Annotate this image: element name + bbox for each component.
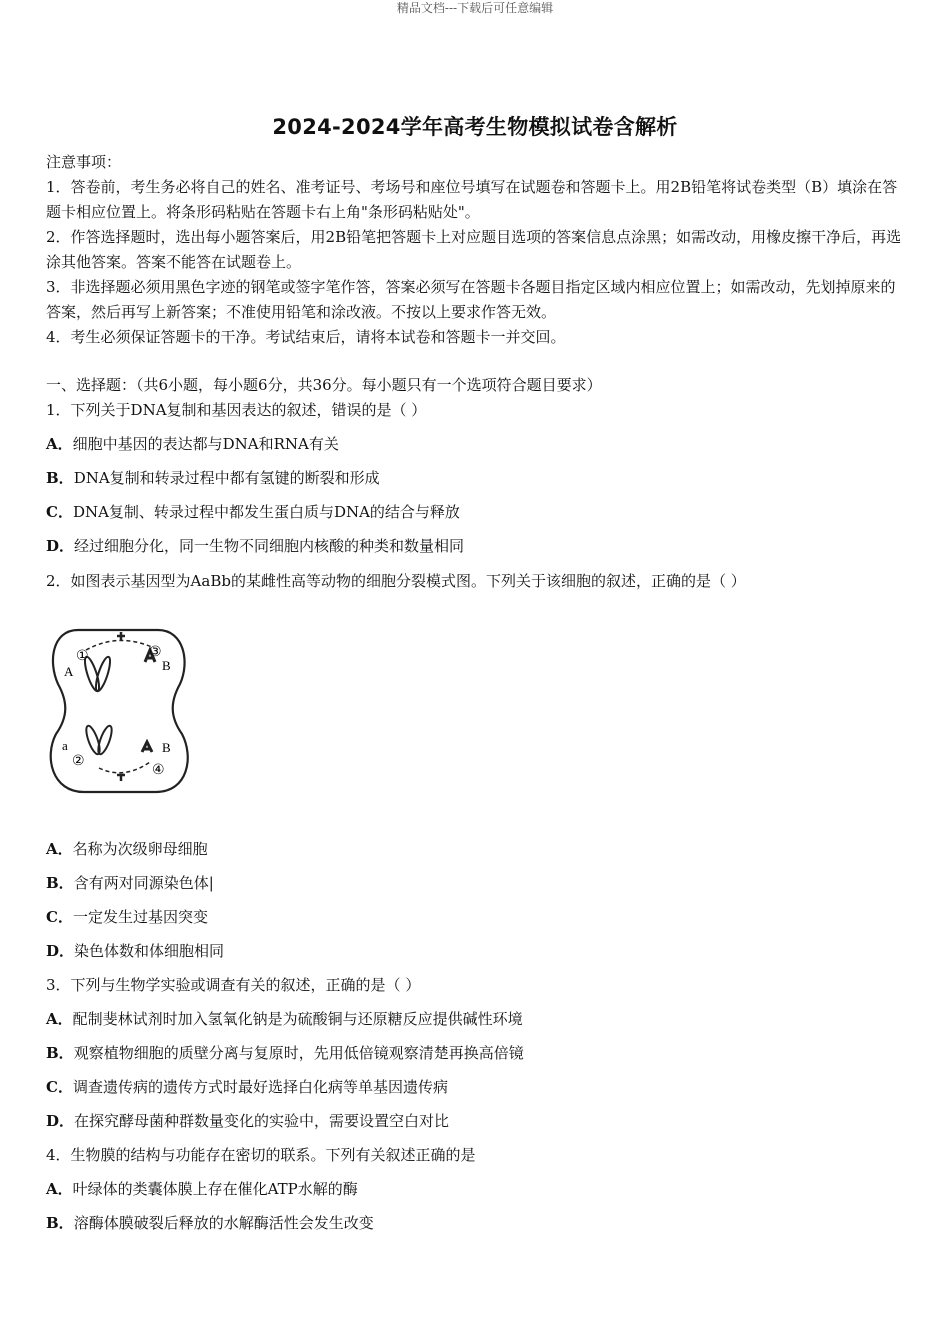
question-3-option-d xyxy=(46,1110,449,1132)
option-letter: D． xyxy=(46,537,75,555)
question-1-stem: 1．下列关于DNA复制和基因表达的叙述，错误的是（ ） xyxy=(46,401,427,419)
cell-division-diagram xyxy=(44,622,194,797)
spindle-top xyxy=(86,640,154,650)
option-letter: B． xyxy=(46,469,74,487)
chromosome-number-4: ④ xyxy=(152,762,165,778)
option-text: 调查遗传病的遗传方式时最好选择白化病等单基因遗传病 xyxy=(72,1078,448,1096)
option-text: 溶酶体膜破裂后释放的水解酶活性会发生改变 xyxy=(73,1214,374,1232)
question-3-stem: 3．下列与生物学实验或调查有关的叙述，正确的是（ ） xyxy=(46,976,421,994)
spindle-bottom xyxy=(99,762,150,773)
notice-heading: 注意事项： xyxy=(46,153,122,171)
question-4-stem: 4．生物膜的结构与功能存在密切的联系。下列有关叙述正确的是 xyxy=(46,1146,476,1164)
question-3-option-a xyxy=(46,1008,523,1030)
chromosome-number-2: ② xyxy=(72,753,85,769)
option-text: 在探究酵母菌种群数量变化的实验中，需要设置空白对比 xyxy=(74,1112,450,1130)
section-heading: 一、选择题：（共6小题，每小题6分，共36分。每小题只有一个选项符合题目要求） xyxy=(46,376,602,394)
question-2-option-b xyxy=(46,872,214,894)
option-text: 观察植物细胞的质壁分离与复原时，先用低倍镜观察清楚再换高倍镜 xyxy=(73,1044,524,1062)
gene-label-A: A xyxy=(64,664,74,679)
option-text: 含有两对同源染色体| xyxy=(73,874,214,892)
question-2-option-a xyxy=(46,838,208,860)
chromosome-4-icon xyxy=(142,742,152,752)
option-text: DNA复制、转录过程中都发生蛋白质与DNA的结合与释放 xyxy=(72,503,460,521)
option-letter: A． xyxy=(46,435,73,453)
option-letter: A． xyxy=(46,1180,73,1198)
question-2-option-c xyxy=(46,906,208,928)
notice-item-4: 4．考生必须保证答题卡的干净。考试结束后，请将本试卷和答题卡一并交回。 xyxy=(46,328,566,346)
question-1-option-a xyxy=(46,433,339,455)
option-text: 细胞中基因的表达都与DNA和RNA有关 xyxy=(72,435,339,453)
question-3-option-b xyxy=(46,1042,524,1064)
question-3-option-c xyxy=(46,1076,448,1098)
option-text: 染色体数和体细胞相同 xyxy=(74,942,225,960)
chromosome-number-1: ① xyxy=(76,648,89,664)
document-title: 2024-2024学年高考生物模拟试卷含解析 xyxy=(272,115,678,139)
option-letter: B． xyxy=(46,1214,74,1232)
notice-item-1: 1．答卷前，考生务必将自己的姓名、准考证号、考场号和座位号填写在试题卷和答题卡上。用2B铅笔将试卷类型（B）填涂在答题卡相应位置上。将条形码粘贴在答题卡右上角"条形码粘贴处"。 xyxy=(46,178,898,221)
option-text: 叶绿体的类囊体膜上存在催化ATP水解的酶 xyxy=(72,1180,358,1198)
notice-block xyxy=(46,150,906,350)
option-letter: B． xyxy=(46,1044,74,1062)
option-letter: C． xyxy=(46,503,73,521)
option-letter: D． xyxy=(46,1112,75,1130)
gene-label-B-top: B xyxy=(162,658,171,673)
gene-label-B-bottom: B xyxy=(162,740,171,755)
option-letter: C． xyxy=(46,1078,73,1096)
option-letter: A． xyxy=(46,840,73,858)
option-letter: A． xyxy=(46,1010,73,1028)
question-2-stem: 2．如图表示基因型为AaBb的某雌性高等动物的细胞分裂模式图。下列关于该细胞的叙述，正确的是（ ） xyxy=(46,572,746,590)
notice-item-2: 2．作答选择题时，选出每小题答案后，用2B铅笔把答题卡上对应题目选项的答案信息点涂黑；如需改动，用橡皮擦干净后，再选涂其他答案。答案不能答在试题卷上。 xyxy=(46,228,902,271)
option-letter: B． xyxy=(46,874,74,892)
question-1-option-b xyxy=(46,467,380,489)
chromosome-number-3: ③ xyxy=(149,644,162,660)
centriole-bottom-icon xyxy=(117,775,125,781)
option-text: 配制斐林试剂时加入氢氧化钠是为硫酸铜与还原糖反应提供碱性环境 xyxy=(72,1010,523,1028)
question-1-option-d xyxy=(46,535,464,557)
centriole-top-icon xyxy=(117,632,125,640)
question-1-option-c xyxy=(46,501,460,523)
option-letter: D． xyxy=(46,942,75,960)
option-text: 经过细胞分化，同一生物不同细胞内核酸的种类和数量相同 xyxy=(74,537,465,555)
page-header: 精品文档---下载后可任意编辑 xyxy=(396,1,554,15)
option-text: 名称为次级卵母细胞 xyxy=(72,840,208,858)
option-text: DNA复制和转录过程中都有氢键的断裂和形成 xyxy=(73,469,380,487)
question-4-option-a xyxy=(46,1178,358,1200)
notice-item-3: 3．非选择题必须用黑色字迹的钢笔或签字笔作答，答案必须写在答题卡各题目指定区域内相应位置上；如需改动，先划掉原来的答案，然后再写上新答案；不准使用铅笔和涂改液。不按以上要求作答无效。 xyxy=(46,278,896,321)
question-4-option-b xyxy=(46,1212,374,1234)
option-letter: C． xyxy=(46,908,73,926)
gene-label-a: a xyxy=(62,738,68,753)
option-text: 一定发生过基因突变 xyxy=(72,908,208,926)
question-2-option-d xyxy=(46,940,224,962)
